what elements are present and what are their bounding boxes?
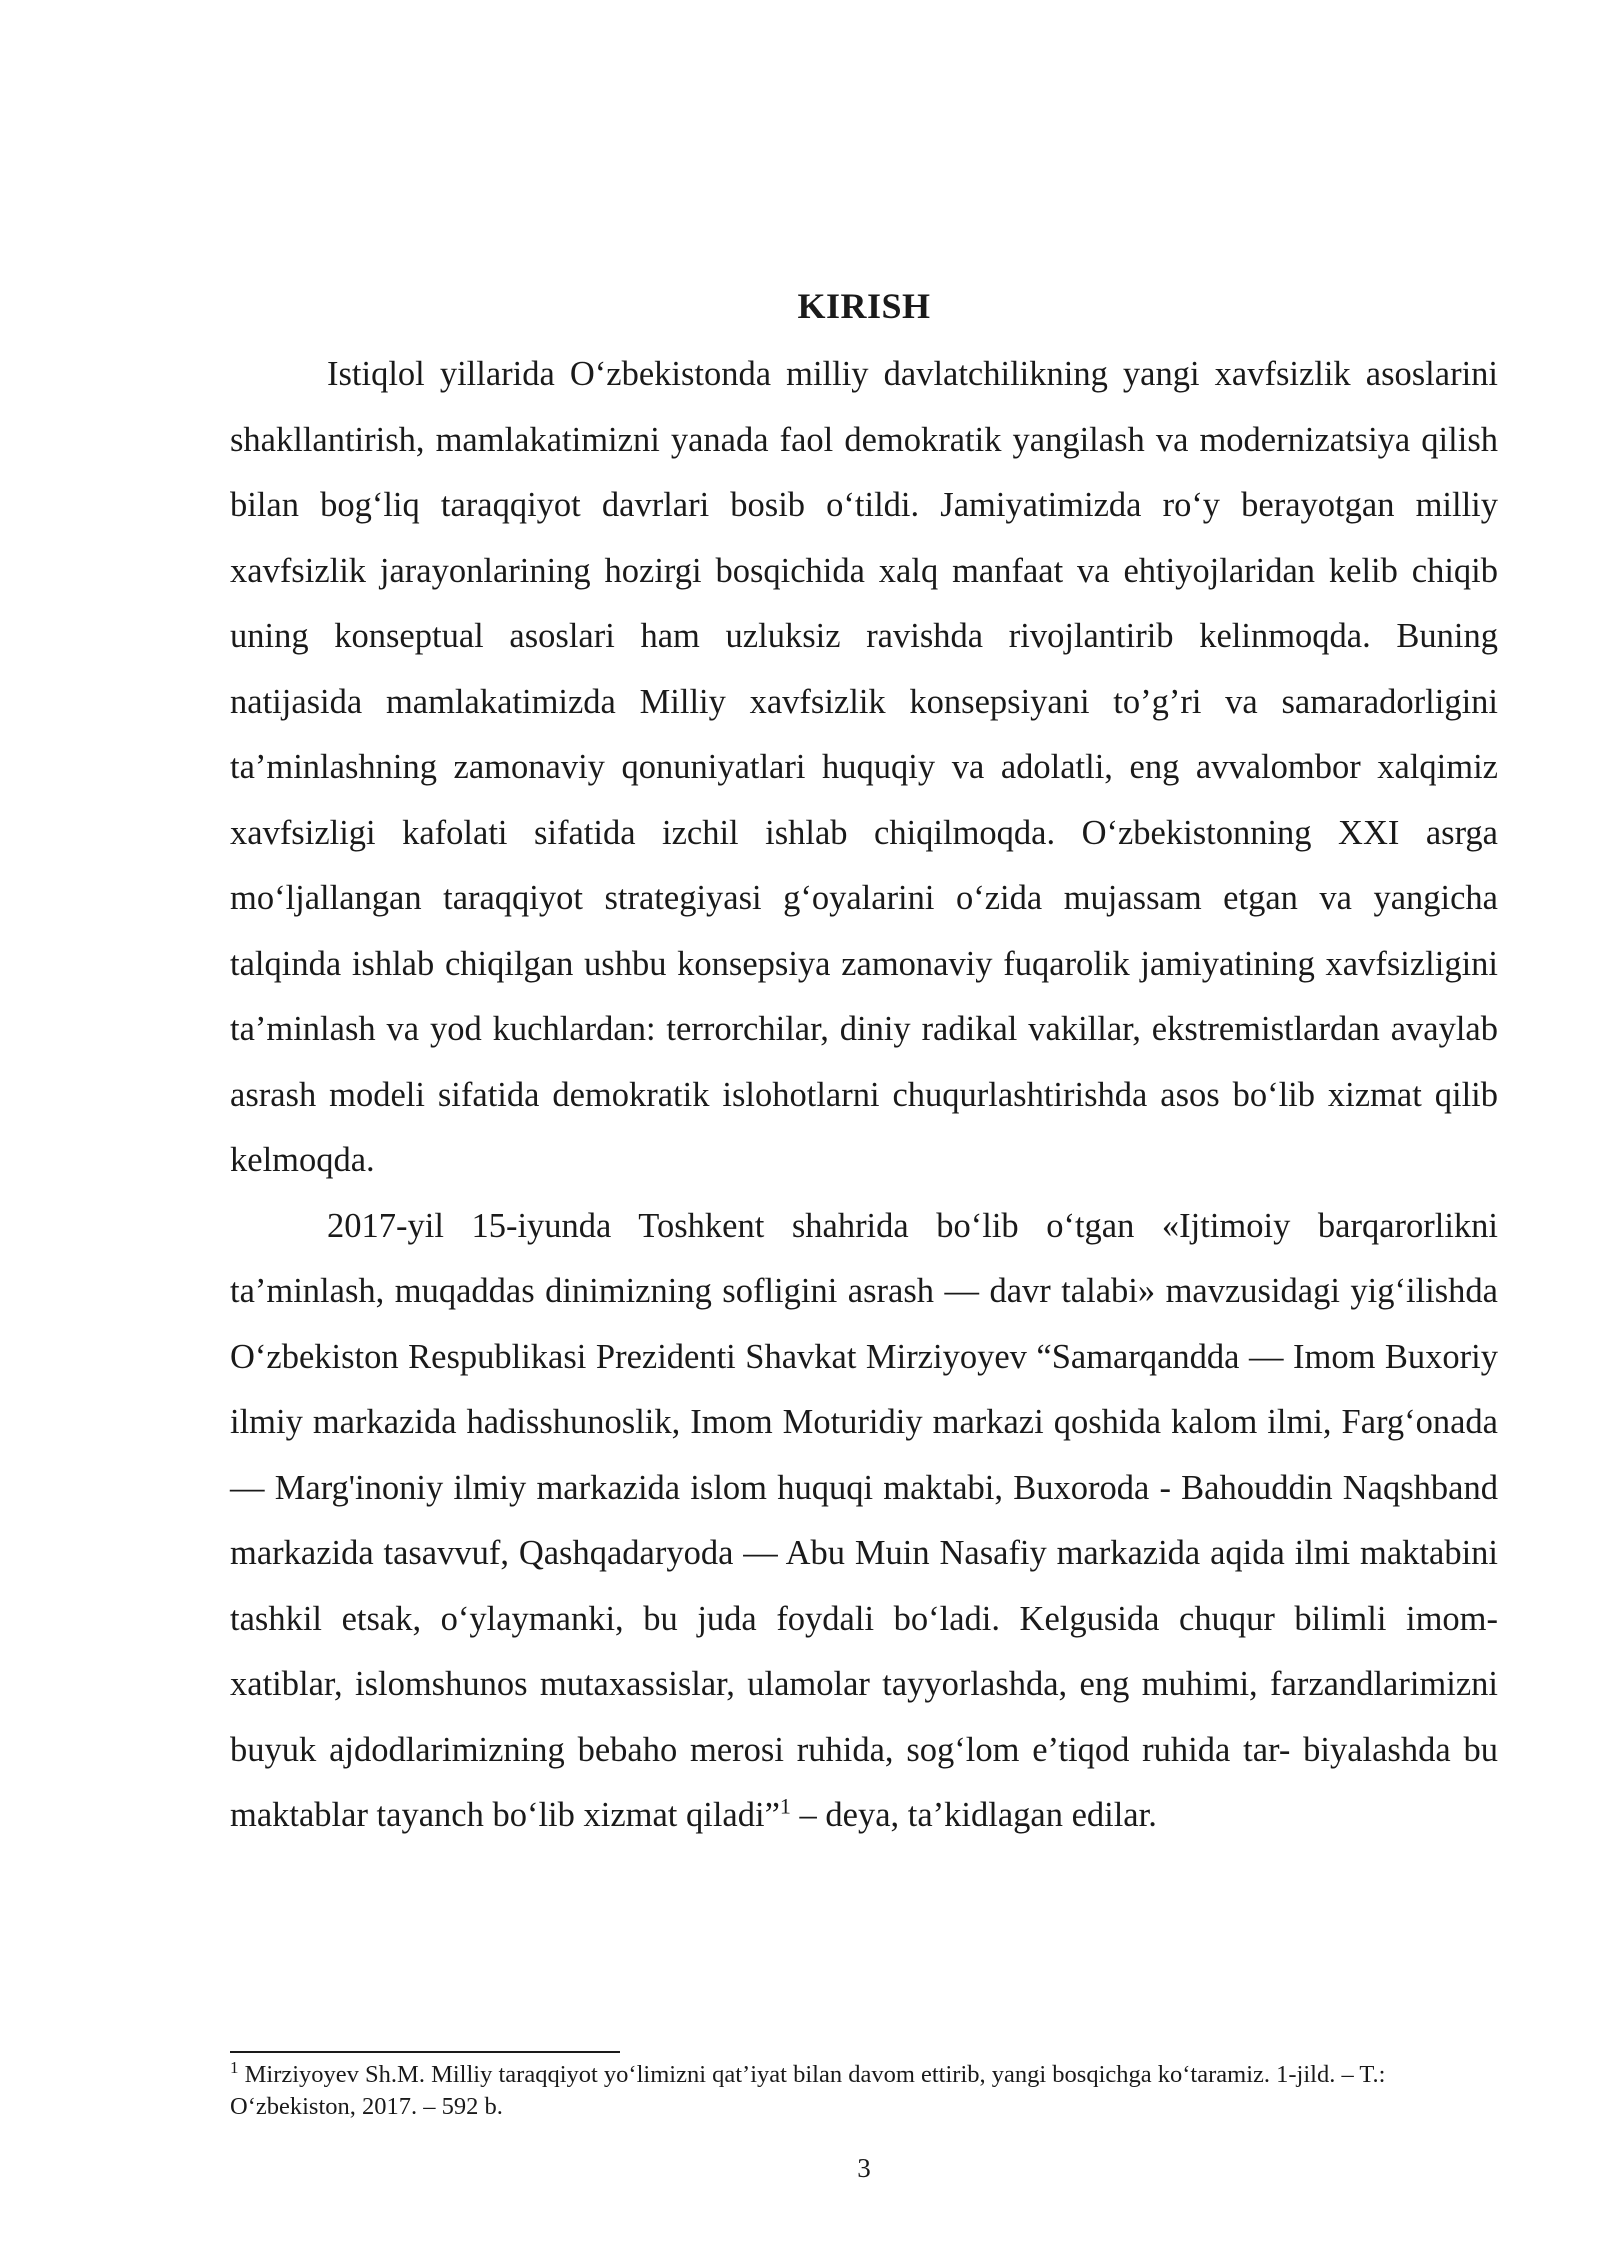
paragraph-2-text: 2017-yil 15-iyunda Toshkent shahrida bo‘lib o‘tgan «Ijtimoiy barqarorlikni ta’minlash, muqaddas dinimizning sofligini asrash — davr talabi» mavzusidagi yig‘ilishda O‘zbekiston Respublikasi Prezidenti Shavkat Mirziyoyev “Samarqandda — Imom Buxoriy ilmiy markazida hadisshunoslik, Imom Moturidiy markazi qoshida kalom ilmi, Farg‘onada — Marg'inoniy ilmiy markazida islom huquqi maktabi, Buxoroda - Bahouddin Naqshband markazida tasavvuf, Qashqadaryoda — Abu Muin Nasafiy markazida aqida ilmi maktabini tashkil etsak, o‘ylaymanki, bu juda foydali bo‘ladi. Kelgusida chuqur bilimli imom-xatiblar, islomshunos mutaxassislar, ulamolar tayyorlashda, eng muhimi, farzandlarimizni buyuk ajdodlarimizning bebaho merosi ruhida, sog‘lom e’tiqod ruhida tar- biyalashda bu maktablar tayanch bo‘lib xizmat qiladi” (230, 1206, 1498, 1834)
paragraph-2 (230, 1194, 1498, 1849)
footnote (230, 2059, 1498, 2123)
paragraph-1: Istiqlol yillarida O‘zbekistonda milliy davlatchilikning yangi xavfsizlik asoslarini shakllantirish, mamlakatimizni yanada faol demokratik yangilash va modernizatsiya qilish bilan bog‘liq taraqqiyot davrlari bosib o‘tildi. Jamiyatimizda ro‘y berayotgan milliy xavfsizlik jarayonlarining hozirgi bosqichida xalq manfaat va ehtiyojlaridan kelib chiqib uning konseptual asoslari ham uzluksiz ravishda rivojlantirib kelinmoqda. Buning natijasida mamlakatimizda Milliy xavfsizlik konsepsiyani to’g’ri va samaradorligini ta’minlashning zamonaviy qonuniyatlari huquqiy va adolatli, eng avvalombor xalqimiz xavfsizligi kafolati sifatida izchil ishlab chiqilmoqda. O‘zbekistonning XXI asrga mo‘ljallangan taraqqiyot strategiyasi g‘oyalarini o‘zida mujassam etgan va yangicha talqinda ishlab chiqilgan ushbu konsepsiya zamonaviy fuqarolik jamiyatining xavfsizligini ta’minlash va yod kuchlardan: terrorchilar, diniy radikal vakillar, ekstremistlardan avaylab asrash modeli sifatida demokratik islohotlarni chuqurlashtirishda asos bo‘lib xizmat qilib kelmoqda. (230, 355, 1498, 1179)
page-number: 3 (857, 2153, 871, 2183)
paragraph-2-tail: – deya, ta’kidlagan edilar. (790, 1796, 1157, 1834)
document-page (230, 0, 1498, 2262)
section-title: KIRISH (797, 286, 931, 326)
body-text (230, 342, 1498, 1849)
footnote-reference[interactable]: 1 (779, 1793, 791, 1819)
footnote-separator (230, 2051, 620, 2053)
footnote-text: Mirziyoyev Sh.M. Milliy taraqqiyot yo‘limizni qat’iyat bilan davom ettirib, yangi bosqichga ko‘taramiz. 1-jild. – T.: O‘zbekiston, 2017. – 592 b. (230, 2061, 1386, 2120)
footnote-mark: 1 (230, 2057, 239, 2077)
